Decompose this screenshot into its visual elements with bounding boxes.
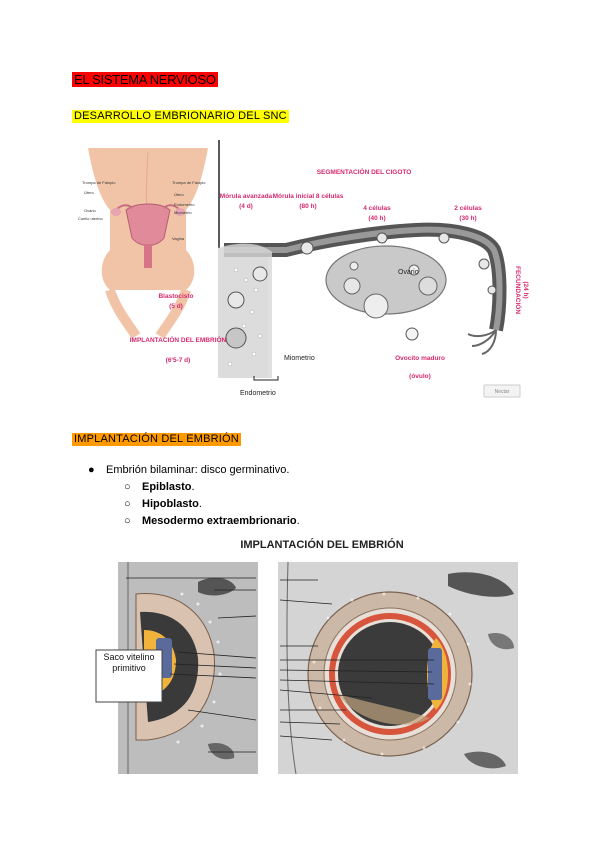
list-item-text: Embrión bilaminar: disco germinativo.	[106, 464, 290, 476]
circle-bullet-icon: ○	[124, 515, 131, 527]
svg-text:Ovario: Ovario	[84, 208, 96, 213]
label-endometrio: Endometrio	[240, 390, 276, 397]
implantation-figure	[103, 534, 526, 774]
svg-text:Útero: Útero	[84, 190, 94, 195]
label-ovocito-sub: (óvulo)	[409, 373, 431, 380]
embryo-list	[88, 462, 300, 530]
figure2-title: IMPLANTACIÓN DEL EMBRIÓN	[240, 539, 404, 551]
page-title: EL SISTEMA NERVIOSO	[74, 72, 216, 87]
label-ovocito: Ovocito maduro	[395, 355, 445, 362]
list-subitem: ○ Epiblasto .	[88, 479, 300, 496]
label-morula-avanzada: Mórula avanzada	[219, 193, 273, 200]
section-heading-desarrollo: DESARROLLO EMBRIONARIO DEL SNC	[74, 110, 287, 122]
label-blastocisto: Blastocisto	[158, 293, 194, 300]
label-implantacion-time: (6'5-7 d)	[165, 357, 191, 364]
svg-text:Miometrio: Miometrio	[174, 210, 192, 215]
implantation-right-panel	[278, 562, 518, 774]
label-implantacion: IMPLANTACIÓN DEL EMBRIÓN	[129, 337, 227, 344]
list-item	[88, 462, 300, 479]
list-subitem-hipoblasto: Hipoblasto	[142, 498, 199, 510]
label-2-celulas: 2 células	[454, 205, 482, 212]
female-anatomy-illustration	[78, 148, 208, 336]
list-subitem: ○ Mesodermo extraembrionario .	[88, 513, 300, 530]
svg-text:Trompa de Falopio: Trompa de Falopio	[172, 180, 206, 185]
segmentation-figure	[76, 140, 529, 404]
figure1-title-line1: SEGMENTACIÓN DEL CIGOTO	[316, 169, 412, 176]
list-subitem-mesodermo: Mesodermo extraembrionario	[142, 515, 297, 527]
svg-text:Trompa de Falopio: Trompa de Falopio	[82, 180, 116, 185]
label-4-celulas-time: (40 h)	[368, 215, 386, 222]
label-morula-avanzada-time: (4 d)	[239, 203, 253, 210]
uterus-tube-illustration	[218, 230, 500, 378]
label-morula-inicial-time: (80 h)	[299, 203, 317, 210]
label-ovario: Ovario	[398, 269, 419, 276]
label-4-celulas: 4 células	[363, 205, 391, 212]
label-2-celulas-time: (30 h)	[459, 215, 477, 222]
nectar-button-label: Nectar	[494, 389, 510, 395]
label-miometrio: Miometrio	[284, 355, 315, 362]
list-subitem-epiblasto: Epiblasto	[142, 481, 192, 493]
svg-text:Útero: Útero	[174, 192, 184, 197]
bullet-icon: ●	[88, 464, 95, 476]
label-fecundacion-time: (24 h)	[522, 281, 529, 299]
label-fecundacion: FECUNDACIÓN	[514, 265, 521, 315]
svg-text:Cuello uterino: Cuello uterino	[78, 216, 103, 221]
saco-vitelino-label: Saco vitelino primitivo	[103, 652, 155, 673]
circle-bullet-icon: ○	[124, 481, 131, 493]
svg-text:Vagina: Vagina	[172, 236, 185, 241]
list-subitem: ○ Hipoblasto .	[88, 496, 300, 513]
label-blastocisto-time: (5 d)	[169, 303, 183, 310]
section-heading-implantacion: IMPLANTACIÓN DEL EMBRIÓN	[74, 433, 239, 445]
label-morula-inicial: Mórula inicial 8 células	[272, 193, 344, 200]
circle-bullet-icon: ○	[124, 498, 131, 510]
svg-text:Endometrio: Endometrio	[174, 202, 195, 207]
